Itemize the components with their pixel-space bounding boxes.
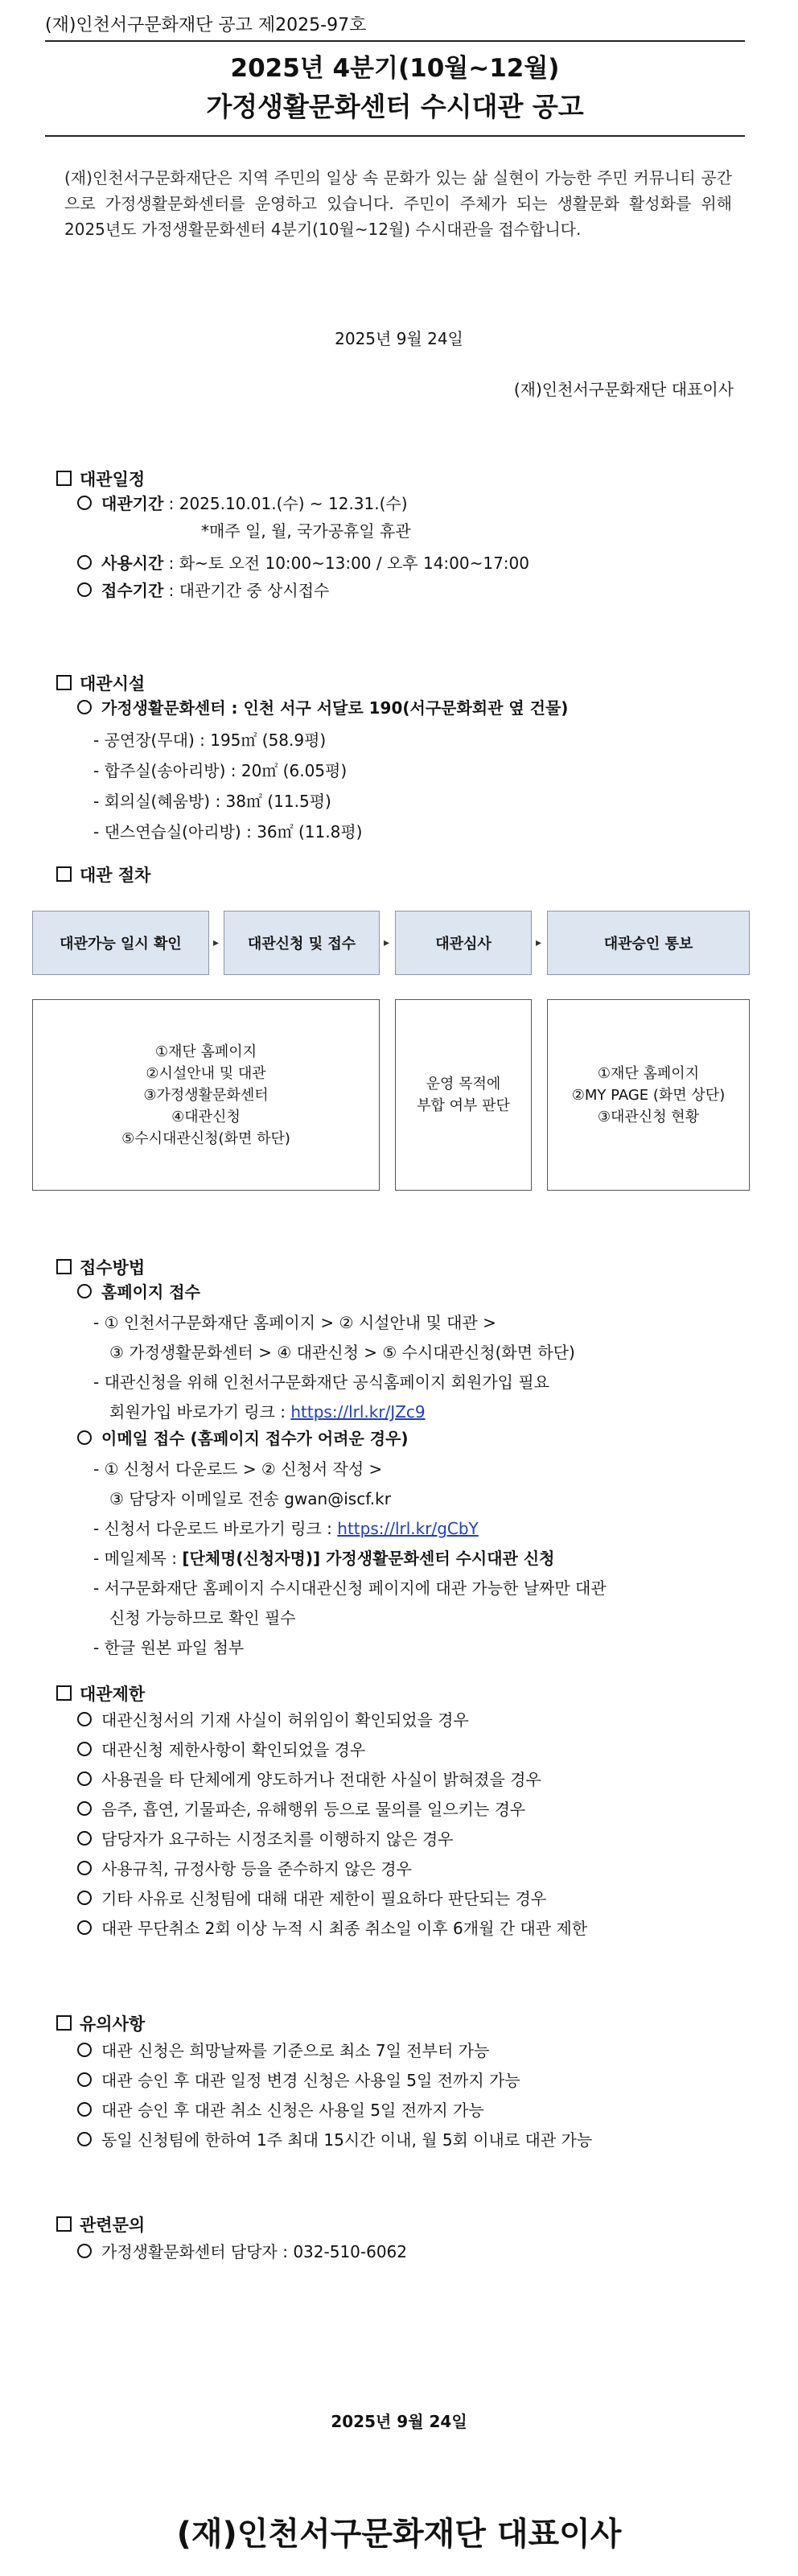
desc-line: ③가정생활문화센터 xyxy=(143,1086,269,1104)
label: 이메일 접수 (홈페이지 접수가 어려운 경우) xyxy=(101,1429,409,1448)
method-web-line: ③ 가정생활문화센터 > ④ 대관신청 > ⑤ 수시대관신청(화면 하단) xyxy=(109,1343,575,1362)
text: 사용권을 타 단체에게 양도하거나 전대한 사실이 밝혀졌을 경우 xyxy=(101,1770,541,1789)
text: 대관 승인 후 대관 취소 신청은 사용일 5일 전까지 가능 xyxy=(101,2101,484,2120)
section-heading-facility xyxy=(56,671,145,695)
circle-bullet-icon xyxy=(77,1430,92,1445)
schedule-apply xyxy=(77,579,329,602)
text: - 메일제목 : xyxy=(93,1549,183,1568)
text: 대관신청서의 기재 사실이 허위임이 확인되었을 경우 xyxy=(101,1710,469,1730)
schedule-period xyxy=(77,492,408,515)
desc-line: ①재단 홈페이지 xyxy=(597,1064,700,1082)
section-heading-notes xyxy=(56,2011,145,2035)
value: 가정생활문화센터 : 인천 서구 서달로 190(서구문화회관 옆 건물) xyxy=(101,698,569,718)
circle-bullet-icon xyxy=(77,2072,92,2087)
text: 사용규칙, 규정사항 등을 준수하지 않은 경우 xyxy=(101,1859,412,1879)
circle-bullet-icon xyxy=(77,496,92,510)
method-mail-download xyxy=(93,1517,479,1540)
note-item xyxy=(77,2099,484,2121)
intro-paragraph: (재)인천서구문화재단은 지역 주민의 일상 속 문화가 있는 삶 실현이 가능한 주민 커뮤니티 공간으로 가정생활문화센터를 운영하고 있습니다. 주민이 주체가 되는 생활문화 활성화를 위해 2025년도 가정생활문화센터 4분기(10월~12월) 수시대관을 접수합니다. xyxy=(64,168,732,239)
restriction-item xyxy=(77,1739,365,1761)
issue-date: 2025년 9월 24일 xyxy=(335,329,463,348)
process-desc-review xyxy=(395,999,532,1191)
section-title: 대관제한 xyxy=(80,1685,146,1704)
section-title: 대관일정 xyxy=(80,470,146,489)
facility-room: - 회의실(혜움방) : 38㎡ (11.5평) xyxy=(93,792,331,811)
method-mail-line: ③ 담당자 이메일로 전송 gwan@iscf.kr xyxy=(109,1489,391,1508)
section-title: 유의사항 xyxy=(80,2014,146,2034)
process-step-2: 대관신청 및 접수 xyxy=(224,911,380,975)
issuer-signature: (재)인천서구문화재단 대표이사 xyxy=(513,380,734,399)
closing-signature: (재)인천서구문화재단 대표이사 xyxy=(176,2516,622,2553)
method-web-signup xyxy=(109,1401,426,1423)
circle-bullet-icon xyxy=(77,1891,92,1905)
text: 동일 신청팀에 한하여 1주 최대 15시간 이내, 월 5회 이내로 대관 가능 xyxy=(101,2130,593,2150)
section-heading-method xyxy=(56,1255,145,1279)
note-item xyxy=(77,2129,592,2151)
signup-link[interactable]: https://lrl.kr/JZc9 xyxy=(290,1402,426,1422)
restriction-item xyxy=(77,1798,525,1821)
circle-bullet-icon xyxy=(77,1772,92,1786)
value: : 화~토 오전 10:00~13:00 / 오후 14:00~17:00 xyxy=(163,553,529,573)
method-mail-line: - 서구문화재단 홈페이지 수시대관신청 페이지에 대관 가능한 날짜만 대관 xyxy=(93,1578,607,1598)
circle-bullet-icon xyxy=(77,2102,92,2117)
facility-room: - 댄스연습실(아리방) : 36㎡ (11.8평) xyxy=(93,822,363,842)
section-title: 접수방법 xyxy=(80,1258,146,1278)
square-bullet-icon xyxy=(56,2015,72,2031)
facility-center xyxy=(77,697,568,719)
value: : 대관기간 중 상시접수 xyxy=(163,581,330,600)
desc-line: ②MY PAGE (화면 상단) xyxy=(571,1086,726,1104)
section-title: 관련문의 xyxy=(80,2216,146,2235)
method-mail-label xyxy=(77,1427,409,1450)
restriction-item xyxy=(77,1858,412,1880)
subject-format: [단체명(신청자명)] 가정생활문화센터 수시대관 신청 xyxy=(182,1549,555,1568)
arrow-right-icon: ▸ xyxy=(213,936,220,949)
desc-line: ⑤수시대관신청(화면 하단) xyxy=(121,1130,290,1147)
method-web-label xyxy=(77,1281,200,1303)
contact-item xyxy=(77,2241,407,2263)
desc-line: ②시설안내 및 대관 xyxy=(146,1064,266,1082)
circle-bullet-icon xyxy=(77,582,92,597)
section-heading-schedule xyxy=(56,467,145,491)
method-mail-line: - 한글 원본 파일 첨부 xyxy=(93,1638,245,1657)
title-line-2: 가정생활문화센터 수시대관 공고 xyxy=(206,91,584,122)
section-heading-contact xyxy=(56,2212,145,2237)
text: 가정생활문화센터 담당자 : 032-510-6062 xyxy=(101,2242,408,2261)
process-step-4: 대관승인 통보 xyxy=(547,911,750,975)
square-bullet-icon xyxy=(56,675,72,690)
circle-bullet-icon xyxy=(77,2132,92,2146)
title-line-1: 2025년 4분기(10월~12월) xyxy=(230,54,560,83)
text: 회원가입 바로가기 링크 : xyxy=(109,1402,291,1422)
arrow-right-icon: ▸ xyxy=(536,936,542,949)
schedule-hours xyxy=(77,552,529,574)
text: 담당자가 요구하는 시정조치를 이행하지 않은 경우 xyxy=(101,1829,454,1849)
arrow-right-icon: ▸ xyxy=(384,936,390,949)
section-title: 대관 절차 xyxy=(80,866,151,885)
desc-line: ③대관신청 현황 xyxy=(597,1108,700,1125)
label: 대관기간 xyxy=(101,494,164,513)
circle-bullet-icon xyxy=(77,2043,92,2057)
label: 접수기간 xyxy=(101,581,164,600)
section-heading-process xyxy=(56,862,150,887)
section-heading-restriction xyxy=(56,1681,145,1706)
text: - 신청서 다운로드 바로가기 링크 : xyxy=(93,1519,338,1538)
download-link[interactable]: https://lrl.kr/gCbY xyxy=(337,1519,479,1538)
text: 대관 신청은 희망날짜를 기준으로 최소 7일 전부터 가능 xyxy=(101,2041,490,2060)
title-box xyxy=(45,40,745,137)
square-bullet-icon xyxy=(56,2216,72,2232)
label: 홈페이지 접수 xyxy=(101,1282,200,1302)
process-desc-apply xyxy=(32,999,380,1191)
desc-line: ④대관신청 xyxy=(171,1108,241,1125)
circle-bullet-icon xyxy=(77,2244,92,2258)
restriction-item xyxy=(77,1887,546,1910)
value: : 2025.10.01.(수) ~ 12.31.(수) xyxy=(163,494,408,513)
process-step-1: 대관가능 일시 확인 xyxy=(32,911,209,975)
text: 대관신청 제한사항이 확인되었을 경우 xyxy=(101,1740,366,1759)
desc-line: ①재단 홈페이지 xyxy=(154,1043,257,1060)
facility-room: - 합주실(송아리방) : 20㎡ (6.05평) xyxy=(93,761,348,780)
process-desc-approval xyxy=(547,999,750,1191)
note-item xyxy=(77,2039,489,2062)
text: 기타 사유로 신청팀에 대해 대관 제한이 필요하다 판단되는 경우 xyxy=(101,1889,547,1908)
desc-line: 운영 목적에 xyxy=(426,1076,501,1093)
method-web-line: - ① 인천서구문화재단 홈페이지 > ② 시설안내 및 대관 > xyxy=(93,1313,496,1332)
circle-bullet-icon xyxy=(77,555,92,570)
method-mail-subject xyxy=(93,1547,554,1570)
label: 사용시간 xyxy=(101,553,164,573)
square-bullet-icon xyxy=(56,1259,72,1274)
text: 대관 승인 후 대관 일정 변경 신청은 사용일 5일 전까지 가능 xyxy=(101,2071,520,2090)
method-web-line: - 대관신청을 위해 인천서구문화재단 공식홈페이지 회원가입 필요 xyxy=(93,1372,550,1392)
square-bullet-icon xyxy=(56,1685,72,1701)
circle-bullet-icon xyxy=(77,1742,92,1756)
restriction-item xyxy=(77,1828,454,1850)
restriction-item xyxy=(77,1917,587,1940)
circle-bullet-icon xyxy=(77,1920,92,1935)
schedule-closed-days: *매주 일, 월, 국가공휴일 휴관 xyxy=(201,521,411,541)
text: 대관 무단취소 2회 이상 누적 시 최종 취소일 이후 6개월 간 대관 제한 xyxy=(101,1919,588,1938)
facility-room: - 공연장(무대) : 195㎡ (58.9평) xyxy=(93,730,327,750)
note-item xyxy=(77,2069,520,2092)
method-mail-line: - ① 신청서 다운로드 > ② 신청서 작성 > xyxy=(93,1459,383,1479)
circle-bullet-icon xyxy=(77,1831,92,1846)
closing-date: 2025년 9월 24일 xyxy=(331,2412,467,2431)
circle-bullet-icon xyxy=(77,700,92,714)
section-title: 대관시설 xyxy=(80,674,146,693)
process-step-3: 대관심사 xyxy=(395,911,532,975)
desc-line: 부합 여부 판단 xyxy=(417,1097,510,1114)
square-bullet-icon xyxy=(56,471,72,486)
circle-bullet-icon xyxy=(77,1861,92,1875)
text: 음주, 흡연, 기물파손, 유해행위 등으로 물의를 일으키는 경우 xyxy=(101,1800,526,1819)
restriction-item xyxy=(77,1709,469,1731)
notice-number: (재)인천서구문화재단 공고 제2025-97호 xyxy=(45,15,367,35)
method-mail-line: 신청 가능하므로 확인 필수 xyxy=(109,1608,296,1627)
restriction-item xyxy=(77,1768,541,1791)
square-bullet-icon xyxy=(56,866,72,882)
circle-bullet-icon xyxy=(77,1712,92,1726)
circle-bullet-icon xyxy=(77,1284,92,1298)
circle-bullet-icon xyxy=(77,1801,92,1816)
